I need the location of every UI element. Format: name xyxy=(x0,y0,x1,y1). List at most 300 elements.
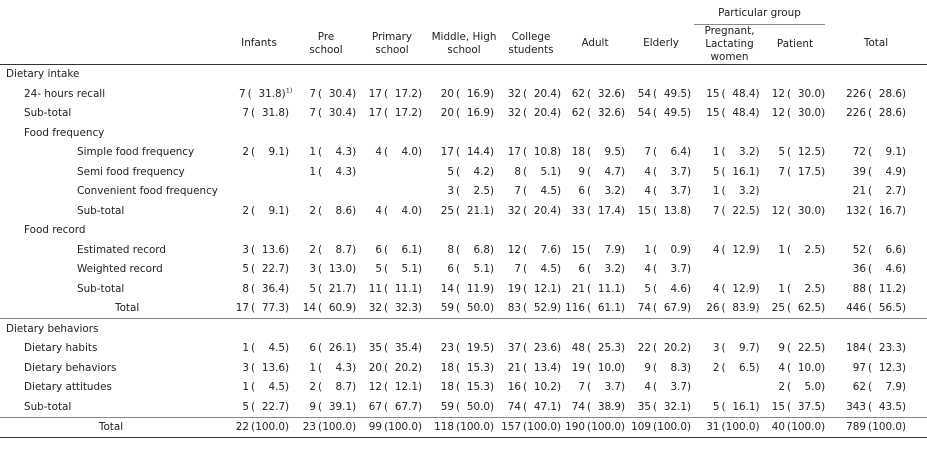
cell-count: 17 xyxy=(368,107,382,120)
table-cell: 18 ( 9.5) xyxy=(562,143,628,163)
cell-count: 1 xyxy=(778,243,785,256)
column-header-line: students xyxy=(508,43,554,56)
cell-percent: 13.0 xyxy=(328,263,353,276)
table-row xyxy=(0,319,927,339)
cell-count: 21 xyxy=(571,282,585,295)
cell-count: 4 xyxy=(375,146,382,159)
table-cell: 59 ( 50.0) xyxy=(428,299,500,319)
cell-percent: 9.5 xyxy=(604,146,621,159)
table-cell: 226 ( 28.6) xyxy=(846,87,907,100)
cell-percent: 15.3 xyxy=(466,381,490,394)
cell-count: 16 xyxy=(507,381,521,394)
cell-percent: 11.1 xyxy=(394,282,418,295)
cell-percent: 16.9 xyxy=(466,87,490,100)
table-row xyxy=(0,240,927,260)
cell-percent: 16.1 xyxy=(732,400,756,413)
cell-percent: 4.5 xyxy=(268,381,285,394)
cell-percent: 100.0 xyxy=(527,421,557,434)
table-cell xyxy=(694,378,765,398)
table-cell: 446 ( 56.5) xyxy=(846,302,907,315)
cell-count: 21 xyxy=(852,185,866,198)
table-cell: 15 ( 7.9) xyxy=(562,240,628,260)
table-cell: 22 (100.0) xyxy=(222,417,296,438)
table-cell: 21 ( 13.4) xyxy=(500,358,562,378)
table-cell: 74 ( 47.1) xyxy=(500,397,562,417)
cell-percent: 32.6 xyxy=(597,87,621,100)
cell-count: 12 xyxy=(771,107,785,120)
cell-count: 48 xyxy=(571,342,585,355)
table-cell: 1 ( 4.5) xyxy=(222,339,296,359)
cell-percent: 4.3 xyxy=(335,361,353,374)
table-cell: 20 ( 16.9) xyxy=(428,84,500,104)
cell-count: 4 xyxy=(644,165,651,178)
cell-percent: 3.7 xyxy=(670,381,687,394)
cell-count: 40 xyxy=(771,421,785,434)
table-row xyxy=(0,123,927,143)
cell-count: 446 xyxy=(846,302,866,315)
row-label: Convenient food frequency xyxy=(77,185,218,198)
cell-percent: 6.5 xyxy=(738,361,756,374)
column-header-line: Infants xyxy=(241,37,277,50)
cell-count: 4 xyxy=(712,243,720,256)
table-cell: 88 ( 11.2) xyxy=(825,279,927,299)
cell-count: 9 xyxy=(578,165,585,178)
cell-count: 226 xyxy=(846,87,866,100)
cell-count: 5 xyxy=(242,400,249,413)
cell-count: 6 xyxy=(578,185,585,198)
cell-count: 26 xyxy=(706,302,720,315)
cell-percent: 39.1 xyxy=(328,400,353,413)
cell-percent: 100.0 xyxy=(255,421,285,434)
table-row xyxy=(0,221,927,241)
cell-percent: 3.2 xyxy=(738,146,756,159)
table-cell: 17 ( 17.2) xyxy=(356,104,428,124)
cell-count: 343 xyxy=(846,400,866,413)
cell-percent: 4.3 xyxy=(335,165,353,178)
cell-percent: 16.9 xyxy=(466,107,490,120)
cell-percent: 9.7 xyxy=(738,342,756,355)
cell-percent: 30.0 xyxy=(797,204,822,217)
table-cell xyxy=(765,260,825,280)
table-cell: 4 ( 3.7) xyxy=(628,378,694,398)
column-header-line: Adult xyxy=(581,37,609,50)
table-cell: 1 ( 2.5) xyxy=(765,240,825,260)
table-cell: 20 ( 16.9) xyxy=(428,104,500,124)
cell-count: 88 xyxy=(852,282,866,295)
table-cell: 15 ( 48.4) xyxy=(694,84,765,104)
table-cell: 18 ( 15.3) xyxy=(428,358,500,378)
cell-count: 36 xyxy=(852,263,866,276)
cell-percent: 9.1 xyxy=(268,204,285,217)
table-cell: 2 ( 6.5) xyxy=(694,358,765,378)
table-cell: 7 ( 30.4) xyxy=(296,84,356,104)
table-cell: 17 ( 17.2) xyxy=(356,84,428,104)
table-cell: 5 ( 4.6) xyxy=(628,279,694,299)
cell-percent: 2.5 xyxy=(804,282,822,295)
cell-percent: 23.3 xyxy=(878,342,902,355)
table-cell: 4 ( 12.9) xyxy=(694,279,765,299)
table-cell: 9 ( 8.3) xyxy=(628,358,694,378)
column-header-line: women xyxy=(710,50,749,63)
cell-percent: 13.8 xyxy=(663,204,687,217)
table-cell: 5 ( 16.1) xyxy=(694,397,765,417)
table-cell xyxy=(765,182,825,202)
table-cell: 9 ( 39.1) xyxy=(296,397,356,417)
column-header-line: Primary xyxy=(371,30,413,43)
cell-count: 20 xyxy=(440,107,454,120)
cell-percent: 3.7 xyxy=(604,381,621,394)
table-row xyxy=(0,64,927,84)
table-cell: 74 ( 38.9) xyxy=(562,397,628,417)
column-header xyxy=(694,24,765,64)
table-cell: 5 ( 16.1) xyxy=(694,162,765,182)
row-label: Dietary intake xyxy=(6,68,80,81)
cell-count: 2 xyxy=(778,381,785,394)
cell-count: 4 xyxy=(644,381,651,394)
table-body xyxy=(0,64,927,438)
cell-percent: 17.2 xyxy=(394,107,418,120)
column-header-line: school xyxy=(309,43,343,56)
table-cell xyxy=(356,162,428,182)
cell-count: 7 xyxy=(514,263,521,276)
cell-count: 22 xyxy=(637,342,651,355)
table-cell: 7 ( 4.5) xyxy=(500,260,562,280)
table-cell: 7 ( 31.8) xyxy=(222,104,296,124)
cell-percent: 30.0 xyxy=(797,107,822,120)
column-header-line: school xyxy=(447,43,481,56)
data-table xyxy=(0,4,927,438)
row-label: 24- hours recall xyxy=(24,87,106,100)
column-header xyxy=(428,24,500,64)
cell-percent: 11.2 xyxy=(878,282,902,295)
cell-count: 157 xyxy=(501,421,521,434)
table-cell: 6 ( 3.2) xyxy=(562,182,628,202)
table-cell: 4 ( 4.0) xyxy=(356,201,428,221)
table-cell: 7 ( 31.8)$^{1)}$ xyxy=(222,84,296,104)
cell-count: 37 xyxy=(507,342,521,355)
cell-count: 7 xyxy=(242,107,249,120)
table-cell: 2 ( 9.1) xyxy=(222,201,296,221)
table-cell: 7 ( 30.4) xyxy=(296,104,356,124)
table-cell: 1 ( 0.9) xyxy=(628,240,694,260)
cell-count: 1 xyxy=(309,361,316,374)
cell-count: 2 xyxy=(712,361,720,374)
row-label: Food record xyxy=(24,224,86,237)
cell-percent: 23.6 xyxy=(533,342,557,355)
table-cell: 18 ( 15.3) xyxy=(428,378,500,398)
cell-percent: 10.2 xyxy=(533,381,557,394)
table-cell: 39 ( 4.9) xyxy=(825,162,927,182)
cell-percent: 5.1 xyxy=(401,263,418,276)
cell-percent: 3.7 xyxy=(670,185,687,198)
cell-percent: 100.0 xyxy=(322,421,353,434)
table-header xyxy=(0,4,927,64)
cell-percent: 0.9 xyxy=(670,243,687,256)
row-label: Sub-total xyxy=(24,400,72,413)
cell-count: 99 xyxy=(368,421,382,434)
cell-count: 83 xyxy=(507,302,521,315)
table-cell: 2 ( 8.7) xyxy=(296,240,356,260)
table-cell: 7 ( 4.5) xyxy=(500,182,562,202)
table-row xyxy=(0,417,927,438)
table-row xyxy=(0,201,927,221)
cell-count: 18 xyxy=(571,146,585,159)
cell-count: 17 xyxy=(507,146,521,159)
cell-percent: 7.9 xyxy=(885,381,902,394)
table-cell: 343 ( 43.5) xyxy=(846,400,907,413)
table-cell: 52 ( 6.6) xyxy=(825,240,927,260)
cell-percent: 13.6 xyxy=(261,361,285,374)
cell-percent: 52.9 xyxy=(533,302,557,315)
table-cell: 25 ( 21.1) xyxy=(428,201,500,221)
cell-count: 62 xyxy=(852,381,866,394)
cell-percent: 14.4 xyxy=(466,146,490,159)
table-cell: 5 ( 5.1) xyxy=(356,260,428,280)
cell-count: 9 xyxy=(644,361,651,374)
cell-count: 72 xyxy=(852,146,866,159)
cell-percent: 32.3 xyxy=(394,302,418,315)
cell-percent: 6.4 xyxy=(670,146,687,159)
cell-count: 6 xyxy=(375,243,382,256)
cell-percent: 3.7 xyxy=(670,165,687,178)
header-corner xyxy=(0,4,222,24)
column-header-line: Patient xyxy=(776,37,814,50)
cell-count: 22 xyxy=(235,421,249,434)
table-cell: 15 ( 13.8) xyxy=(628,201,694,221)
table-cell xyxy=(222,182,296,202)
cell-count: 74 xyxy=(637,302,651,315)
table-cell: 6 ( 3.2) xyxy=(562,260,628,280)
table-cell: 157 (100.0) xyxy=(500,417,562,438)
cell-percent: 28.6 xyxy=(878,107,902,120)
cell-count: 7 xyxy=(309,107,316,120)
cell-count: 18 xyxy=(440,361,454,374)
cell-percent: 2.5 xyxy=(804,243,822,256)
cell-count: 2 xyxy=(309,243,316,256)
cell-count: 3 xyxy=(712,342,720,355)
table-row xyxy=(0,299,927,319)
table-cell: 62 ( 32.6) xyxy=(562,84,628,104)
table-cell: 19 ( 10.0) xyxy=(562,358,628,378)
cell-count: 74 xyxy=(507,400,521,413)
table-cell: 99 (100.0) xyxy=(356,417,428,438)
cell-percent: 32.6 xyxy=(597,107,621,120)
cell-percent: 4.6 xyxy=(885,263,902,276)
cell-count: 5 xyxy=(712,400,720,413)
table-cell: 1 ( 4.3) xyxy=(296,143,356,163)
cell-percent: 22.7 xyxy=(261,400,285,413)
table-cell: 8 ( 36.4) xyxy=(222,279,296,299)
table-cell: 21 ( 11.1) xyxy=(562,279,628,299)
cell-percent: 4.9 xyxy=(885,165,902,178)
table-cell: 3 ( 9.7) xyxy=(694,339,765,359)
cell-percent: 11.9 xyxy=(466,282,490,295)
table-cell: 11 ( 11.1) xyxy=(356,279,428,299)
cell-percent: 12.5 xyxy=(797,146,822,159)
cell-percent: 31.8 xyxy=(261,107,285,120)
cell-percent: 16.7 xyxy=(878,204,902,217)
cell-count: 116 xyxy=(565,302,585,315)
table-cell: 9 ( 4.7) xyxy=(562,162,628,182)
cell-count: 4 xyxy=(644,185,651,198)
cell-count: 7 xyxy=(309,87,316,100)
cell-percent: 3.2 xyxy=(604,185,621,198)
row-label: Dietary behaviors xyxy=(0,319,222,339)
cell-count: 1 xyxy=(712,185,720,198)
cell-percent: 25.3 xyxy=(597,342,621,355)
cell-count: 18 xyxy=(440,381,454,394)
cell-percent: 3.2 xyxy=(604,263,621,276)
cell-percent: 12.1 xyxy=(394,381,418,394)
cell-count: 2 xyxy=(242,146,249,159)
table-cell: 72 ( 9.1) xyxy=(825,143,927,163)
table-cell: 5 ( 21.7) xyxy=(296,279,356,299)
cell-percent: 26.1 xyxy=(328,342,353,355)
cell-count: 9 xyxy=(778,342,785,355)
table-cell: 7 ( 3.7) xyxy=(562,378,628,398)
cell-count: 5 xyxy=(712,165,720,178)
row-label: Sub-total xyxy=(24,107,72,120)
table-cell: 59 ( 50.0) xyxy=(428,397,500,417)
table-cell: 23 ( 19.5) xyxy=(428,339,500,359)
cell-count: 1 xyxy=(242,342,249,355)
cell-count: 20 xyxy=(368,361,382,374)
table-cell: 15 ( 37.5) xyxy=(765,397,825,417)
table-cell: 62 ( 32.6) xyxy=(562,104,628,124)
cell-count: 132 xyxy=(846,204,866,217)
column-header-line: school xyxy=(375,43,409,56)
table-cell: 4 ( 4.0) xyxy=(356,143,428,163)
table-cell: 67 ( 67.7) xyxy=(356,397,428,417)
cell-percent: 7.9 xyxy=(604,243,621,256)
cell-percent: 17.4 xyxy=(597,204,621,217)
header-columns xyxy=(0,24,927,64)
cell-percent: 5.1 xyxy=(473,263,490,276)
cell-percent: 9.1 xyxy=(268,146,285,159)
cell-count: 32 xyxy=(368,302,382,315)
cell-count: 12 xyxy=(507,243,521,256)
cell-percent: 32.1 xyxy=(663,400,687,413)
column-header xyxy=(628,24,694,64)
cell-count: 59 xyxy=(440,400,454,413)
cell-percent: 7.6 xyxy=(540,243,557,256)
cell-count: 33 xyxy=(571,204,585,217)
cell-percent: 19.5 xyxy=(466,342,490,355)
cell-count: 19 xyxy=(571,361,585,374)
table-cell: 35 ( 32.1) xyxy=(628,397,694,417)
cell-count: 5 xyxy=(375,263,382,276)
table-cell: 4 ( 10.0) xyxy=(765,358,825,378)
cell-count: 59 xyxy=(440,302,454,315)
table-cell: 35 ( 35.4) xyxy=(356,339,428,359)
table-row xyxy=(0,358,927,378)
cell-percent: 4.2 xyxy=(473,165,490,178)
cell-count: 15 xyxy=(637,204,651,217)
cell-percent: 20.4 xyxy=(533,204,557,217)
table-cell: 12 ( 30.0) xyxy=(765,104,825,124)
table-row xyxy=(0,339,927,359)
cell-count: 17 xyxy=(440,146,454,159)
table-row xyxy=(0,162,927,182)
cell-percent: 35.4 xyxy=(394,342,418,355)
table-cell: 12 ( 7.6) xyxy=(500,240,562,260)
cell-count: 7 xyxy=(578,381,585,394)
table-cell: 33 ( 17.4) xyxy=(562,201,628,221)
row-label: Sub-total xyxy=(77,282,125,295)
cell-percent: 4.5 xyxy=(540,185,557,198)
cell-percent: 49.5 xyxy=(663,107,687,120)
table-cell: 184 ( 23.3) xyxy=(846,342,907,355)
table-cell: 2 ( 9.1) xyxy=(222,143,296,163)
table-cell: 6 ( 6.1) xyxy=(356,240,428,260)
table-cell: 6 ( 5.1) xyxy=(428,260,500,280)
row-label: Dietary attitudes xyxy=(24,381,112,394)
cell-percent: 61.1 xyxy=(597,302,621,315)
cell-count: 32 xyxy=(507,204,521,217)
cell-count: 25 xyxy=(771,302,785,315)
cell-count: 1 xyxy=(644,243,651,256)
cell-count: 74 xyxy=(571,400,585,413)
table-cell: 789 (100.0) xyxy=(825,417,927,438)
cell-count: 6 xyxy=(447,263,454,276)
table-cell: 14 ( 60.9) xyxy=(296,299,356,319)
cell-count: 1 xyxy=(242,381,249,394)
table-cell: 17 ( 14.4) xyxy=(428,143,500,163)
cell-count: 7 xyxy=(644,146,651,159)
row-label: Dietary habits xyxy=(24,342,98,355)
cell-percent: 4.7 xyxy=(604,165,621,178)
table-cell: 32 ( 20.4) xyxy=(500,201,562,221)
cell-count: 17 xyxy=(235,302,249,315)
cell-percent: 3.7 xyxy=(670,263,687,276)
table-cell: 20 ( 20.2) xyxy=(356,358,428,378)
cell-percent: 21.7 xyxy=(328,282,353,295)
table-cell: 3 ( 2.5) xyxy=(428,182,500,202)
cell-percent: 4.5 xyxy=(268,342,285,355)
table-cell: 12 ( 30.0) xyxy=(765,201,825,221)
cell-count: 67 xyxy=(368,400,382,413)
cell-count: 7 xyxy=(238,87,246,100)
cell-percent: 50.0 xyxy=(466,302,490,315)
table-cell: 8 ( 6.8) xyxy=(428,240,500,260)
table-cell: 2 ( 5.0) xyxy=(765,378,825,398)
cell-percent: 22.5 xyxy=(797,342,822,355)
cell-count: 54 xyxy=(637,87,651,100)
table-row xyxy=(0,279,927,299)
cell-percent: 5.0 xyxy=(804,381,822,394)
table-cell: 226 ( 28.6) xyxy=(846,107,907,120)
table-cell: 97 ( 12.3) xyxy=(825,358,927,378)
cell-percent: 4.0 xyxy=(401,146,418,159)
cell-percent: 38.9 xyxy=(597,400,621,413)
table-cell: 132 ( 16.7) xyxy=(846,204,907,217)
table-cell: 2 ( 8.7) xyxy=(296,378,356,398)
cell-percent: 4.0 xyxy=(401,204,418,217)
cell-count: 1 xyxy=(778,282,785,295)
cell-percent: 6.1 xyxy=(401,243,418,256)
cell-count: 32 xyxy=(507,87,521,100)
table-cell: 36 ( 4.6) xyxy=(825,260,927,280)
cell-percent: 30.4 xyxy=(328,87,353,100)
cell-count: 23 xyxy=(440,342,454,355)
cell-count: 21 xyxy=(507,361,521,374)
cell-percent: 6.8 xyxy=(473,243,490,256)
cell-percent: 30.4 xyxy=(328,107,353,120)
cell-percent: 100.0 xyxy=(388,421,418,434)
cell-percent: 37.5 xyxy=(797,400,822,413)
cell-count: 1 xyxy=(309,165,316,178)
cell-percent: 12.3 xyxy=(878,361,902,374)
